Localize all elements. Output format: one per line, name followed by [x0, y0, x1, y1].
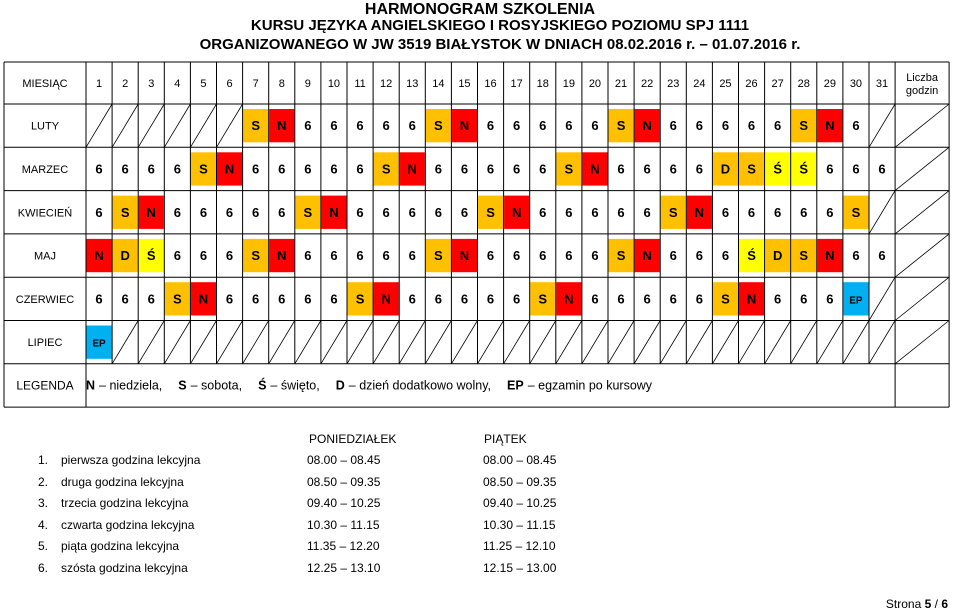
- monday-time: 09.40 – 10.25: [307, 496, 381, 511]
- day-value: 6: [408, 118, 416, 134]
- day-value: 6: [669, 291, 677, 307]
- page-total: 6: [941, 597, 948, 611]
- title-line-3: ORGANIZOWANEGO W JW 3519 BIAŁYSTOK W DNIACH 08.02.2016 r. – 01.07.2016 r.: [199, 36, 801, 53]
- legend-key: Ś: [258, 378, 267, 393]
- day-value: EP: [92, 338, 106, 350]
- day-value: 6: [747, 118, 756, 134]
- day-number: 11: [354, 78, 366, 90]
- day-value: S: [616, 248, 626, 264]
- day-value: 6: [356, 161, 364, 177]
- hours-slash: [895, 277, 949, 320]
- day-value: 6: [669, 248, 677, 264]
- empty-day-slash: [608, 321, 634, 364]
- day-value: 6: [356, 204, 364, 220]
- lesson-number: 6.: [38, 561, 49, 575]
- day-value: 6: [408, 248, 416, 264]
- day-value: N: [694, 204, 705, 220]
- day-value: 6: [721, 118, 730, 134]
- day-value: 6: [252, 161, 260, 177]
- hours-slash: [895, 321, 949, 364]
- page-label: Strona: [885, 597, 922, 611]
- day-value: N: [329, 204, 339, 220]
- hours-slash: [895, 147, 949, 190]
- day-value: 6: [565, 248, 573, 264]
- day-number: 10: [327, 78, 341, 90]
- day-value: 6: [643, 204, 651, 220]
- monday-time: 08.50 – 09.35: [307, 474, 381, 489]
- lesson-label: czwarta godzina lekcyjna: [61, 517, 195, 532]
- day-value: S: [434, 118, 443, 134]
- monday-time: 08.00 – 08.45: [307, 453, 381, 467]
- day-number: 22: [641, 78, 654, 90]
- empty-day-slash: [86, 104, 112, 147]
- friday-time: 08.50 – 09.35: [483, 474, 557, 489]
- empty-day-slash: [660, 321, 686, 364]
- day-value: 6: [643, 161, 651, 177]
- day-value: N: [224, 161, 235, 177]
- day-value: N: [746, 291, 757, 307]
- day-number: 13: [406, 78, 419, 90]
- day-value: 6: [304, 118, 312, 134]
- day-value: 6: [591, 248, 599, 264]
- empty-day-slash: [138, 321, 164, 364]
- day-value: 6: [826, 161, 834, 177]
- day-number: 24: [693, 78, 706, 90]
- day-value: 6: [252, 204, 260, 220]
- lesson-label: piąta godzina lekcyjna: [61, 539, 180, 554]
- day-value: 6: [539, 161, 547, 177]
- lesson-number: 2.: [38, 474, 49, 489]
- day-value: 6: [382, 204, 390, 220]
- page-indicator: [886, 597, 948, 611]
- day-value: 6: [356, 248, 364, 264]
- day-value: S: [173, 291, 182, 307]
- empty-day-slash: [164, 321, 190, 364]
- day-value: 6: [278, 291, 286, 307]
- day-value: N: [407, 161, 417, 177]
- day-value: N: [277, 118, 287, 134]
- empty-day-slash: [373, 321, 399, 364]
- empty-day-slash: [243, 321, 269, 364]
- day-number: 23: [667, 78, 680, 90]
- day-value: S: [851, 204, 861, 220]
- day-value: 6: [800, 291, 808, 307]
- day-value: 6: [330, 161, 338, 177]
- empty-day-slash: [556, 321, 582, 364]
- page-separator: /: [934, 597, 938, 611]
- day-value: 6: [565, 204, 573, 220]
- day-number: 8: [278, 78, 285, 90]
- friday-time: 08.00 – 08.45: [483, 453, 557, 467]
- day-value: S: [616, 118, 626, 134]
- day-number: 5: [200, 78, 207, 90]
- day-number: 19: [562, 78, 575, 90]
- day-value: S: [747, 161, 756, 177]
- day-value: 6: [721, 204, 730, 220]
- empty-day-slash: [425, 321, 451, 364]
- day-value: 6: [304, 161, 312, 177]
- empty-day-slash: [321, 321, 347, 364]
- empty-day-slash: [817, 321, 843, 364]
- day-value: 6: [95, 204, 103, 220]
- day-value: 6: [460, 161, 469, 177]
- empty-day-slash: [164, 104, 190, 147]
- day-value: 6: [643, 291, 651, 307]
- day-value: 6: [539, 248, 547, 264]
- lesson-number: 1.: [38, 453, 49, 467]
- day-value: EP: [849, 295, 863, 307]
- day-value: 6: [434, 291, 442, 307]
- title-line-2: KURSU JĘZYKA ANGIELSKIEGO I ROSYJSKIEGO POZIOMU SPJ 1111: [250, 17, 750, 34]
- empty-day-slash: [112, 104, 138, 147]
- day-value: 6: [121, 291, 129, 307]
- empty-day-slash: [765, 321, 791, 364]
- day-number: 31: [875, 78, 889, 90]
- day-value: S: [668, 204, 678, 220]
- day-value: 6: [121, 161, 129, 177]
- legend-desc: – dzień dodatkowo wolny,: [348, 378, 491, 393]
- legend-key: EP: [507, 378, 524, 393]
- friday-time: 11.25 – 12.10: [483, 539, 556, 554]
- empty-day-slash: [869, 277, 895, 320]
- schedule-header-friday: PIĄTEK: [484, 432, 527, 446]
- day-value: 6: [669, 161, 677, 177]
- hours-slash: [895, 191, 949, 234]
- month-name: LIPIEC: [27, 337, 63, 350]
- day-value: N: [459, 118, 470, 134]
- day-value: 6: [721, 248, 730, 264]
- day-value: 6: [147, 291, 155, 307]
- day-value: 6: [434, 204, 442, 220]
- empty-day-slash: [112, 321, 138, 364]
- day-value: S: [799, 118, 809, 134]
- day-value: N: [277, 248, 287, 264]
- day-number: 25: [719, 78, 732, 90]
- monday-time: 11.35 – 12.20: [307, 539, 380, 554]
- empty-day-slash: [295, 321, 321, 364]
- day-value: S: [251, 248, 260, 264]
- day-number: 27: [771, 78, 784, 90]
- day-value: Ś: [799, 161, 809, 177]
- day-number: 9: [304, 78, 311, 90]
- day-value: 6: [95, 291, 103, 307]
- day-value: 6: [225, 248, 234, 264]
- legend-key: S: [178, 378, 187, 393]
- day-value: S: [381, 161, 391, 177]
- day-value: 6: [539, 204, 547, 220]
- day-number: 26: [745, 78, 758, 90]
- day-value: N: [94, 248, 104, 264]
- day-value: N: [825, 118, 835, 134]
- day-number: 15: [458, 78, 471, 90]
- empty-day-slash: [634, 321, 660, 364]
- day-value: 6: [408, 291, 416, 307]
- day-value: N: [198, 291, 209, 307]
- day-number: 1: [95, 78, 103, 90]
- day-value: 6: [486, 118, 495, 134]
- day-number: 14: [432, 78, 445, 90]
- day-value: N: [564, 291, 574, 307]
- day-value: N: [511, 204, 522, 220]
- hours-slash: [895, 234, 949, 277]
- month-name: CZERWIEC: [15, 293, 75, 306]
- month-name: MAJ: [34, 250, 56, 263]
- day-value: 6: [460, 291, 469, 307]
- day-value: 6: [330, 248, 338, 264]
- day-value: 6: [513, 248, 521, 264]
- empty-day-slash: [869, 321, 895, 364]
- empty-day-slash: [217, 321, 243, 364]
- day-number: 3: [148, 78, 155, 90]
- day-value: 6: [173, 248, 181, 264]
- empty-day-slash: [451, 321, 477, 364]
- day-value: 6: [513, 161, 521, 177]
- day-value: 6: [852, 161, 860, 177]
- day-value: 6: [173, 204, 181, 220]
- day-value: 6: [565, 118, 573, 134]
- monday-time: 12.25 – 13.10: [307, 561, 381, 575]
- day-value: 6: [774, 204, 782, 220]
- day-value: 6: [747, 204, 756, 220]
- day-value: D: [120, 248, 130, 264]
- day-value: 6: [513, 291, 521, 307]
- empty-day-slash: [190, 321, 216, 364]
- friday-time: 09.40 – 10.25: [483, 496, 557, 511]
- day-value: 6: [330, 291, 338, 307]
- empty-day-slash: [686, 321, 712, 364]
- day-value: N: [825, 248, 835, 264]
- empty-day-slash: [399, 321, 425, 364]
- day-value: Ś: [747, 248, 756, 264]
- day-value: 6: [199, 204, 208, 220]
- day-value: S: [486, 204, 495, 220]
- legend-desc: – niedziela,: [99, 378, 163, 393]
- day-value: 6: [173, 161, 181, 177]
- empty-day-slash: [217, 104, 243, 147]
- day-value: 6: [278, 161, 286, 177]
- day-value: N: [459, 248, 470, 264]
- empty-day-slash: [347, 321, 373, 364]
- schedule-header-monday: PONIEDZIAŁEK: [309, 432, 397, 446]
- day-value: 6: [617, 204, 625, 220]
- day-value: 6: [852, 248, 860, 264]
- day-value: S: [721, 291, 730, 307]
- day-value: Ś: [146, 248, 156, 264]
- day-value: 6: [774, 291, 782, 307]
- lesson-label: trzecia godzina lekcyjna: [61, 496, 189, 511]
- legend-label: LEGENDA: [16, 378, 74, 393]
- day-value: S: [564, 161, 574, 177]
- empty-day-slash: [504, 321, 530, 364]
- day-value: 6: [826, 204, 834, 220]
- hours-slash: [895, 104, 949, 147]
- month-name: KWIECIEŃ: [17, 207, 73, 220]
- day-number: 28: [797, 78, 810, 90]
- empty-day-slash: [869, 104, 895, 147]
- day-value: 6: [591, 204, 599, 220]
- day-value: N: [642, 118, 652, 134]
- day-number: 30: [849, 78, 863, 90]
- day-value: 6: [252, 291, 260, 307]
- day-value: 6: [486, 161, 495, 177]
- day-number: 17: [510, 78, 523, 90]
- title-line-1: HARMONOGRAM SZKOLENIA: [364, 1, 596, 18]
- day-value: 6: [878, 161, 886, 177]
- monday-time: 10.30 – 11.15: [307, 517, 380, 532]
- day-value: 6: [486, 248, 495, 264]
- lesson-number: 5.: [38, 539, 49, 554]
- day-value: N: [146, 204, 156, 220]
- day-number: 20: [588, 78, 602, 90]
- day-value: 6: [695, 291, 703, 307]
- month-header: MIESIĄC: [22, 78, 68, 90]
- day-number: 4: [174, 78, 181, 90]
- legend-desc: – egzamin po kursowy: [527, 378, 653, 393]
- day-value: N: [642, 248, 652, 264]
- legend-key: N: [86, 378, 96, 393]
- day-value: 6: [460, 204, 469, 220]
- day-value: 6: [356, 118, 364, 134]
- day-number: 21: [614, 78, 628, 90]
- empty-day-slash: [582, 321, 608, 364]
- empty-day-slash: [739, 321, 765, 364]
- empty-day-slash: [843, 321, 869, 364]
- day-value: 6: [147, 161, 155, 177]
- lesson-label: pierwsza godzina lekcyjna: [61, 453, 201, 467]
- empty-day-slash: [138, 104, 164, 147]
- day-value: 6: [330, 118, 338, 134]
- day-value: 6: [225, 291, 234, 307]
- empty-day-slash: [712, 321, 738, 364]
- day-value: S: [251, 118, 260, 134]
- day-value: 6: [199, 248, 208, 264]
- day-value: 6: [695, 161, 703, 177]
- day-number: 29: [823, 78, 836, 90]
- day-number: 16: [484, 78, 497, 90]
- friday-time: 10.30 – 11.15: [483, 517, 556, 532]
- legend-text: [86, 377, 653, 392]
- empty-day-slash: [190, 104, 216, 147]
- day-number: 6: [226, 78, 233, 90]
- lesson-number: 4.: [38, 517, 49, 532]
- legend-key: D: [335, 378, 345, 393]
- day-value: S: [303, 204, 313, 220]
- day-value: S: [799, 248, 809, 264]
- day-value: 6: [669, 118, 677, 134]
- day-value: D: [720, 161, 731, 177]
- day-value: 6: [852, 118, 860, 134]
- lesson-label: druga godzina lekcyjna: [61, 474, 184, 489]
- day-value: S: [199, 161, 208, 177]
- day-value: 6: [591, 118, 599, 134]
- legend-desc: – święto,: [270, 378, 320, 393]
- day-value: S: [120, 204, 130, 220]
- empty-day-slash: [478, 321, 504, 364]
- day-value: 6: [408, 204, 416, 220]
- day-value: 6: [617, 291, 625, 307]
- day-number: 7: [252, 78, 259, 90]
- day-value: S: [355, 291, 365, 307]
- day-value: 6: [695, 248, 703, 264]
- empty-day-slash: [791, 321, 817, 364]
- lesson-label: szósta godzina lekcyjna: [61, 561, 188, 575]
- day-value: 6: [486, 291, 495, 307]
- hours-header: Liczba godzin: [905, 72, 939, 97]
- day-value: 6: [539, 118, 547, 134]
- empty-day-slash: [530, 321, 556, 364]
- day-value: 6: [826, 291, 834, 307]
- day-value: 6: [304, 291, 312, 307]
- day-number: 18: [536, 78, 549, 90]
- day-value: S: [434, 248, 443, 264]
- day-value: D: [772, 248, 783, 264]
- day-value: S: [538, 291, 548, 307]
- month-name: MARZEC: [21, 163, 69, 176]
- day-value: 6: [95, 161, 103, 177]
- day-number: 12: [380, 78, 393, 90]
- day-value: 6: [382, 118, 390, 134]
- day-value: 6: [225, 204, 234, 220]
- day-value: 6: [591, 291, 599, 307]
- friday-time: 12.15 – 13.00: [483, 561, 557, 575]
- empty-day-slash: [269, 321, 295, 364]
- day-value: 6: [695, 118, 703, 134]
- day-value: N: [381, 291, 391, 307]
- day-value: 6: [434, 161, 442, 177]
- legend-desc: – sobota,: [190, 378, 243, 393]
- day-value: 6: [513, 118, 521, 134]
- page-current: 5: [924, 597, 932, 611]
- day-value: 6: [278, 204, 286, 220]
- day-value: 6: [304, 248, 312, 264]
- month-name: LUTY: [30, 120, 60, 133]
- day-value: 6: [382, 248, 390, 264]
- day-value: 6: [800, 204, 808, 220]
- day-value: 6: [878, 248, 886, 264]
- day-number: 2: [122, 78, 129, 90]
- day-value: N: [590, 161, 600, 177]
- day-value: Ś: [773, 161, 782, 177]
- day-value: 6: [774, 118, 782, 134]
- lesson-number: 3.: [38, 496, 49, 511]
- empty-day-slash: [869, 191, 895, 234]
- day-value: 6: [617, 161, 625, 177]
